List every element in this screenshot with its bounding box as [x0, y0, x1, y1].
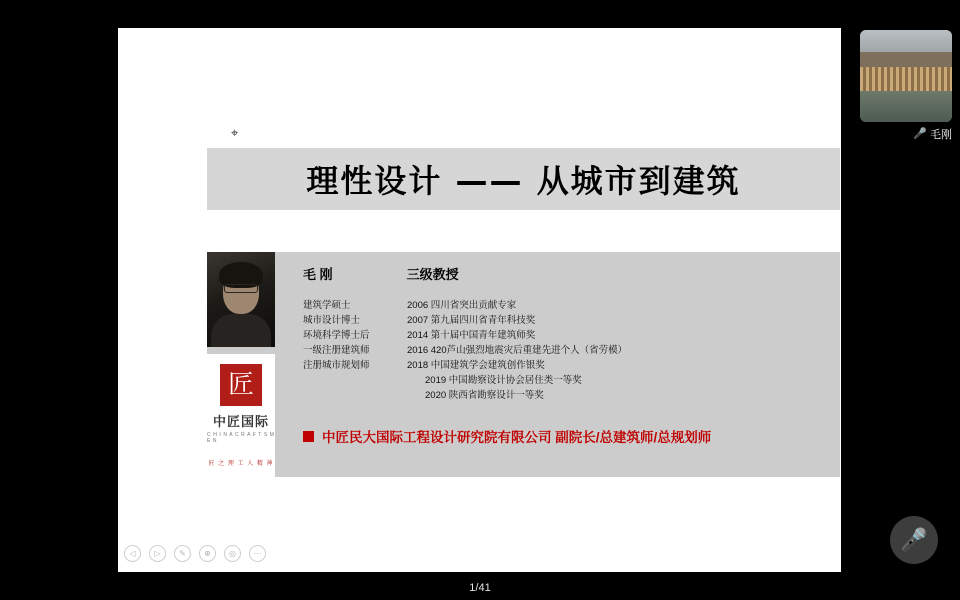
credential-qualification: 环境科学博士后	[303, 330, 370, 341]
credential-award: 2014 第十届中国青年建筑师奖	[407, 330, 536, 341]
credential-award: 2016 420芦山强烈地震灾后重建先进个人（省劳模）	[407, 345, 628, 356]
next-slide-icon[interactable]: ▷	[149, 545, 166, 562]
credentials-table	[303, 298, 627, 403]
company-logo	[207, 354, 275, 477]
credential-row	[303, 373, 627, 388]
slide-title-band	[207, 148, 840, 210]
mute-toggle-button[interactable]	[890, 516, 938, 564]
presentation-slide[interactable]	[118, 28, 841, 572]
video-water	[860, 91, 952, 122]
logo-tagline: 匠 之 理 工 人 精 神	[208, 461, 274, 467]
credential-award: 2019 中国勘察设计协会居住类一等奖	[425, 375, 582, 386]
credential-award: 2018 中国建筑学会建筑创作银奖	[407, 360, 545, 371]
logo-name-en: C H I N A C R A F T S M E N	[207, 432, 275, 444]
previous-slide-icon[interactable]: ◁	[124, 545, 141, 562]
microphone-icon: 🎤	[913, 127, 927, 140]
speaker-name: 毛 刚	[303, 267, 333, 282]
logo-mark: 匠	[220, 364, 262, 406]
photo-body	[211, 314, 271, 347]
participant-video-tile[interactable]	[860, 30, 952, 122]
laser-tool-icon[interactable]: ◎	[224, 545, 241, 562]
participant-name-chip	[913, 126, 952, 142]
speaker-rank: 三级教授	[406, 267, 459, 282]
credential-row	[303, 298, 627, 313]
credential-row	[303, 313, 627, 328]
microphone-icon: 🎤	[900, 527, 928, 552]
credential-qualification: 城市设计博士	[303, 315, 361, 326]
credential-row	[303, 358, 627, 373]
mouse-cursor: ⌖	[231, 125, 239, 140]
video-bridge	[860, 67, 952, 91]
credential-award: 2007 第九届四川省青年科技奖	[407, 315, 536, 326]
speaker-name-row	[303, 264, 723, 283]
credential-qualification	[303, 373, 407, 388]
pen-tool-icon[interactable]: ✎	[174, 545, 191, 562]
organization-text: 中匠民大国际工程设计研究院有限公司 副院长/总建筑师/总规划师	[322, 430, 712, 445]
credential-qualification: 建筑学硕士	[303, 300, 351, 311]
slide-toolbar[interactable]	[124, 545, 266, 562]
credential-qualification: 注册城市规划师	[303, 360, 370, 371]
credential-award: 2006 四川省突出贡献专家	[407, 300, 517, 311]
more-tools-icon[interactable]: ⋯	[249, 545, 266, 562]
page-title: 理性设计 —— 从城市到建筑	[306, 162, 741, 200]
participant-name: 毛刚	[930, 129, 952, 141]
logo-name-cn: 中匠国际	[212, 414, 269, 429]
credential-qualification	[303, 388, 407, 403]
organization-line	[303, 426, 711, 446]
credential-row	[303, 388, 627, 403]
speaker-photo	[207, 252, 275, 347]
photo-glasses	[224, 284, 258, 293]
credential-row	[303, 343, 627, 358]
zoom-tool-icon[interactable]: ⊕	[199, 545, 216, 562]
credential-row	[303, 328, 627, 343]
bullet-square-icon	[303, 431, 314, 442]
credential-qualification: 一级注册建筑师	[303, 345, 370, 356]
credential-award: 2020 陕西省勘察设计一等奖	[425, 390, 544, 401]
page-indicator: 1/41	[469, 582, 491, 594]
